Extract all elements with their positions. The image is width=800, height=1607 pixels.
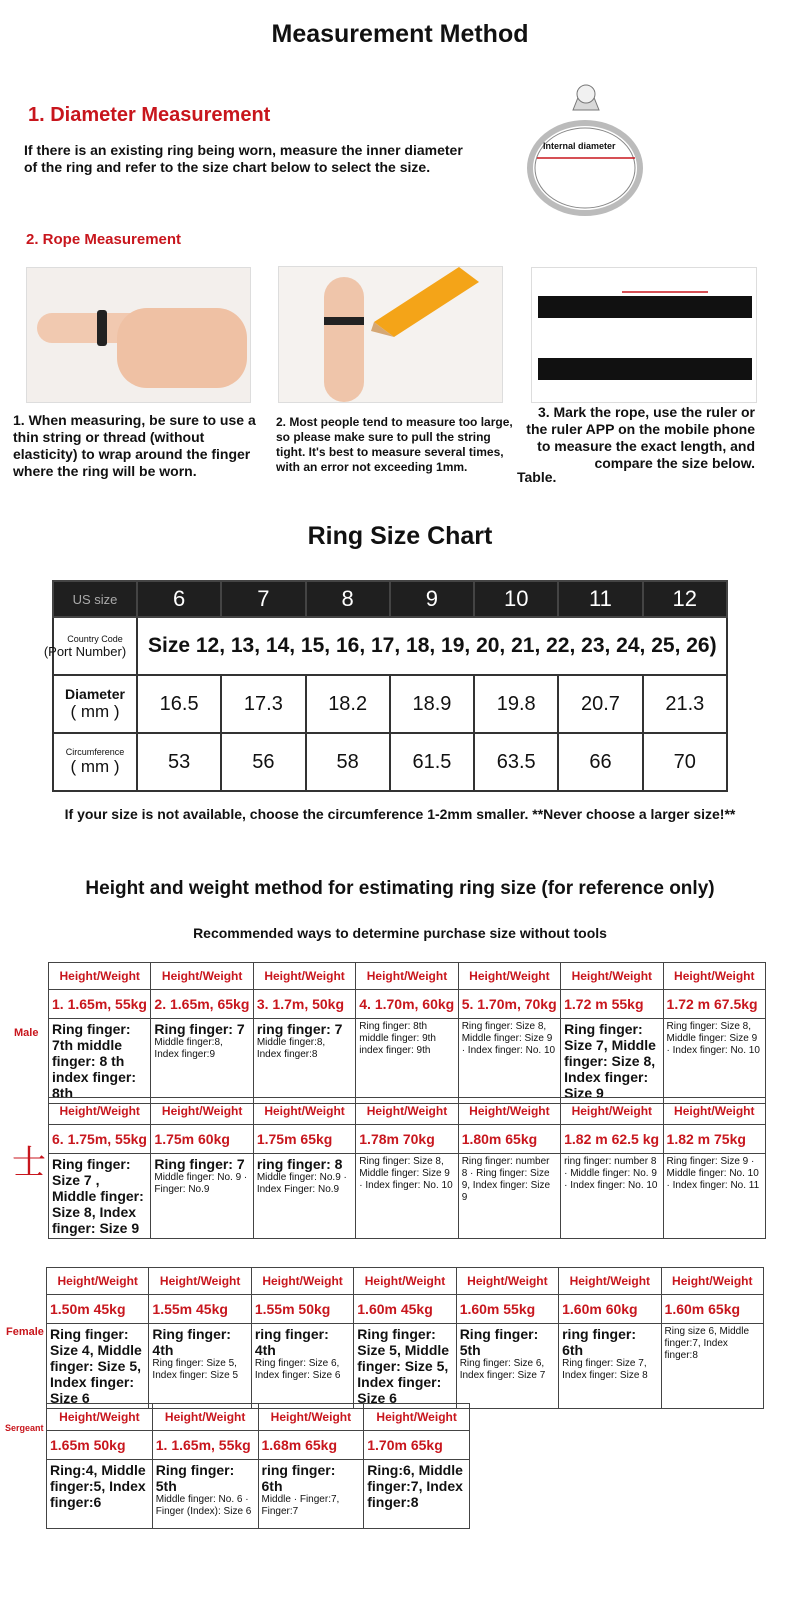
finger-sizes xyxy=(364,1460,470,1529)
us-size: 8 xyxy=(306,581,390,617)
finger-sizes xyxy=(49,1154,151,1239)
pencil-mark-photo xyxy=(278,266,503,403)
height-weight-header: Height/Weight xyxy=(456,1268,558,1295)
height-weight-value: 1.65m 50kg xyxy=(47,1431,153,1460)
us-size: 6 xyxy=(137,581,221,617)
rope-step-3: 3. Mark the rope, use the ruler or the ruler APP on the mobile phone to measure the exact length, and compare the size below. xyxy=(526,404,755,471)
finger-size-main: Ring finger: Size 5, Middle finger: Size 5, Index finger: Size 6 xyxy=(357,1326,450,1406)
height-weight-value: 1.70m 65kg xyxy=(364,1431,470,1460)
finger-size-note: Middle finger:8, Index finger:8 xyxy=(256,1037,326,1060)
height-weight-header: Height/Weight xyxy=(663,963,765,990)
header-row xyxy=(49,1098,766,1125)
finger-sizes xyxy=(152,1460,258,1529)
sergeant-label: Sergeant xyxy=(5,1423,44,1433)
detail-row xyxy=(49,1154,766,1239)
finger-sizes xyxy=(47,1460,153,1529)
finger-sizes xyxy=(253,1019,355,1104)
circumference-unit: ( mm ) xyxy=(70,757,120,776)
detail-row xyxy=(49,1019,766,1104)
circumference-value: 63.5 xyxy=(474,733,558,791)
diameter-value: 20.7 xyxy=(558,675,642,733)
height-weight-value: 1.55m 50kg xyxy=(251,1295,353,1324)
height-weight-value: 3. 1.7m, 50kg xyxy=(253,990,355,1019)
circumference-value: 66 xyxy=(558,733,642,791)
height-weight-value: 1. 1.65m, 55kg xyxy=(49,990,151,1019)
height-weight-header: Height/Weight xyxy=(47,1268,149,1295)
estimate-subtitle: Recommended ways to determine purchase size without tools xyxy=(193,925,607,941)
height-weight-value: 1.60m 60kg xyxy=(559,1295,661,1324)
value-row xyxy=(47,1431,470,1460)
size-chart-title: Ring Size Chart xyxy=(307,522,493,550)
rope-step-2: 2. Most people tend to measure too large, so please make sure to pull the string tight. It's best to measure several times, with an error not exceeding 1mm. xyxy=(276,415,513,474)
rope-title: 2. Rope Measurement xyxy=(26,231,182,248)
diameter-value: 18.9 xyxy=(390,675,474,733)
height-weight-header: Height/Weight xyxy=(49,963,151,990)
height-weight-header: Height/Weight xyxy=(49,1098,151,1125)
height-weight-header: Height/Weight xyxy=(364,1404,470,1431)
finger-string-photo xyxy=(26,267,251,403)
height-weight-value: 6. 1.75m, 55kg xyxy=(49,1125,151,1154)
height-weight-value: 4. 1.70m, 60kg xyxy=(356,990,458,1019)
female-label: Female xyxy=(6,1326,44,1338)
finger-size-note: Middle finger: No. 6 · Finger (Index): Size 6 xyxy=(155,1494,252,1517)
finger-size-note: Ring finger: Size 8, Middle finger: Size 9 · Index finger: No. 10 xyxy=(666,1021,760,1056)
finger-sizes xyxy=(561,1154,663,1239)
ruler-photo xyxy=(531,267,757,403)
circumference-value: 58 xyxy=(306,733,390,791)
port-number-label: (Port Number) xyxy=(43,643,127,659)
diameter-value: 18.2 xyxy=(306,675,390,733)
diameter-text: If there is an existing ring being worn, measure the inner diameter of the ring and refer to the size chart below to select the size. xyxy=(24,142,463,175)
finger-size-main: Ring:6, Middle finger:7, Index finger:8 xyxy=(367,1462,463,1510)
finger-size-note: Ring finger: Size 5, Index finger: Size 5 xyxy=(152,1358,239,1381)
finger-size-main: ring finger: 6th xyxy=(562,1326,636,1358)
finger-size-note: Ring finger: Size 6, Index finger: Size 6 xyxy=(254,1358,341,1381)
finger-sizes xyxy=(356,1019,458,1104)
finger-size-main: Ring finger: Size 7 , Middle finger: Size 8, Index finger: Size 9 xyxy=(52,1156,144,1236)
height-weight-value: 1.82 m 75kg xyxy=(663,1125,765,1154)
circumference-value: 53 xyxy=(137,733,221,791)
finger-sizes xyxy=(456,1324,558,1409)
height-weight-value: 1.75m 60kg xyxy=(151,1125,253,1154)
value-row xyxy=(47,1295,764,1324)
height-weight-value: 5. 1.70m, 70kg xyxy=(458,990,560,1019)
height-weight-header: Height/Weight xyxy=(253,963,355,990)
country-code-label: Country Code xyxy=(67,633,123,644)
height-weight-value: 1.55m 45kg xyxy=(149,1295,251,1324)
height-weight-header: Height/Weight xyxy=(458,1098,560,1125)
finger-sizes xyxy=(149,1324,251,1409)
finger-size-note: Ring finger: Size 8, Middle finger: Size 9 · Index finger: No. 10 xyxy=(359,1156,453,1191)
finger-size-note: ring finger: number 8 · Middle finger: No. 9 · Index finger: No. 10 xyxy=(564,1156,658,1191)
height-weight-header: Height/Weight xyxy=(661,1268,763,1295)
height-weight-value: 1.60m 55kg xyxy=(456,1295,558,1324)
finger-sizes xyxy=(253,1154,355,1239)
circumference-value: 70 xyxy=(643,733,727,791)
diameter-label: Diameter xyxy=(65,686,125,702)
height-weight-value: 1.50m 45kg xyxy=(47,1295,149,1324)
header-row xyxy=(47,1268,764,1295)
finger-size-note: Middle finger: No.9 · Index Finger: No.9 xyxy=(256,1172,347,1195)
height-weight-header: Height/Weight xyxy=(151,963,253,990)
height-weight-value: 1.78m 70kg xyxy=(356,1125,458,1154)
height-weight-value: 1.68m 65kg xyxy=(258,1431,364,1460)
finger-size-main: Ring finger: 7 xyxy=(154,1156,245,1172)
finger-sizes xyxy=(663,1154,765,1239)
diameter-title: 1. Diameter Measurement xyxy=(28,104,271,126)
us-size: 11 xyxy=(558,581,642,617)
finger-size-note: Ring finger: Size 7, Index finger: Size 8 xyxy=(562,1358,648,1381)
us-size-label: US size xyxy=(53,581,137,617)
finger-size-main: Ring finger: 5th xyxy=(459,1326,539,1358)
finger-size-main: ring finger: 6th xyxy=(261,1462,336,1494)
finger-sizes xyxy=(258,1460,364,1529)
internal-diameter-label: Internal diameter xyxy=(543,141,616,151)
female-table xyxy=(46,1267,764,1409)
finger-size-main: Ring finger: 7th middle finger: 8 th index finger: 8th xyxy=(52,1021,137,1101)
finger-sizes xyxy=(356,1154,458,1239)
height-weight-header: Height/Weight xyxy=(258,1404,364,1431)
height-weight-value: 1. 1.65m, 55kg xyxy=(152,1431,258,1460)
height-weight-header: Height/Weight xyxy=(354,1268,456,1295)
us-size: 10 xyxy=(474,581,558,617)
estimate-title: Height and weight method for estimating ring size (for reference only) xyxy=(85,878,715,899)
size-note: If your size is not available, choose the circumference 1-2mm smaller. **Never choose a larger size!** xyxy=(64,806,736,822)
male-label-glyph: 士 xyxy=(12,1144,46,1182)
height-weight-header: Height/Weight xyxy=(561,963,663,990)
finger-sizes xyxy=(458,1019,560,1104)
height-weight-value: 1.72 m 55kg xyxy=(561,990,663,1019)
sergeant-table xyxy=(46,1403,470,1529)
page-title: Measurement Method xyxy=(271,20,529,48)
us-size: 9 xyxy=(390,581,474,617)
diameter-value: 17.3 xyxy=(221,675,305,733)
finger-sizes xyxy=(251,1324,353,1409)
finger-sizes xyxy=(49,1019,151,1104)
value-row xyxy=(49,990,766,1019)
height-weight-value: 1.82 m 62.5 kg xyxy=(561,1125,663,1154)
diameter-unit: ( mm ) xyxy=(70,702,120,721)
finger-size-main: Ring finger: Size 7, Middle finger: Size 8, Index finger: Size 9 xyxy=(564,1021,656,1101)
us-size: 7 xyxy=(221,581,305,617)
finger-sizes xyxy=(458,1154,560,1239)
finger-size-note: Middle finger:8, Index finger:9 xyxy=(154,1037,223,1060)
height-weight-header: Height/Weight xyxy=(356,963,458,990)
header-row xyxy=(47,1404,470,1431)
finger-size-note: Middle · Finger:7, Finger:7 xyxy=(261,1494,340,1517)
height-weight-value: 1.60m 65kg xyxy=(661,1295,763,1324)
finger-size-main: Ring finger: 7 xyxy=(154,1021,245,1037)
height-weight-value: 2. 1.65m, 65kg xyxy=(151,990,253,1019)
height-weight-header: Height/Weight xyxy=(559,1268,661,1295)
finger-size-main: Ring:4, Middle finger:5, Index finger:6 xyxy=(50,1462,146,1510)
finger-size-note: Ring finger: number 8 · Ring finger: Size 9, Index finger: Size 9 xyxy=(461,1156,551,1203)
value-row xyxy=(49,1125,766,1154)
male-label: Male xyxy=(14,1027,39,1039)
finger-sizes xyxy=(151,1019,253,1104)
finger-size-main: Ring finger: Size 4, Middle finger: Size 5, Index finger: Size 6 xyxy=(50,1326,142,1406)
height-weight-header: Height/Weight xyxy=(356,1098,458,1125)
height-weight-header: Height/Weight xyxy=(151,1098,253,1125)
height-weight-header: Height/Weight xyxy=(663,1098,765,1125)
rope-step-1: 1. When measuring, be sure to use a thin string or thread (without elasticity) to wrap around the finger where the ring will be worn. xyxy=(13,412,256,479)
rope-step-3-tail: Table. xyxy=(517,469,557,485)
height-weight-header: Height/Weight xyxy=(47,1404,153,1431)
finger-size-main: Ring finger: 5th xyxy=(155,1462,235,1494)
height-weight-header: Height/Weight xyxy=(458,963,560,990)
height-weight-header: Height/Weight xyxy=(561,1098,663,1125)
header-row xyxy=(49,963,766,990)
finger-size-note: Middle finger: No. 9 · Finger: No.9 xyxy=(154,1172,248,1195)
country-code-value: Size 12, 13, 14, 15, 16, 17, 18, 19, 20, 21, 22, 23, 24, 25, 26) xyxy=(137,617,727,675)
finger-sizes xyxy=(561,1019,663,1104)
height-weight-header: Height/Weight xyxy=(251,1268,353,1295)
finger-sizes xyxy=(151,1154,253,1239)
finger-size-main: ring finger: 4th xyxy=(254,1326,329,1358)
finger-size-note: Ring finger: Size 9 · Middle finger: No. 10 · Index finger: No. 11 xyxy=(666,1156,760,1191)
height-weight-value: 1.75m 65kg xyxy=(253,1125,355,1154)
finger-sizes xyxy=(47,1324,149,1409)
height-weight-value: 1.80m 65kg xyxy=(458,1125,560,1154)
us-size: 12 xyxy=(643,581,727,617)
diameter-value: 21.3 xyxy=(643,675,727,733)
height-weight-value: 1.60m 45kg xyxy=(354,1295,456,1324)
height-weight-header: Height/Weight xyxy=(253,1098,355,1125)
size-chart-table xyxy=(43,580,728,792)
diameter-value: 19.8 xyxy=(474,675,558,733)
finger-size-main: ring finger: 7 xyxy=(256,1021,343,1037)
finger-size-main: ring finger: 8 xyxy=(256,1156,343,1172)
finger-sizes xyxy=(663,1019,765,1104)
height-weight-value: 1.72 m 67.5kg xyxy=(663,990,765,1019)
finger-size-note: Ring finger: Size 8, Middle finger: Size 9 · Index finger: No. 10 xyxy=(461,1021,556,1056)
circumference-value: 61.5 xyxy=(390,733,474,791)
circumference-label: Circumference xyxy=(65,747,125,757)
finger-size-note: Ring size 6, Middle finger:7, Index finger:8 xyxy=(664,1326,750,1361)
detail-row xyxy=(47,1460,470,1529)
finger-sizes xyxy=(559,1324,661,1409)
finger-size-note: Ring finger: Size 6, Index finger: Size 7 xyxy=(459,1358,546,1381)
diameter-value: 16.5 xyxy=(137,675,221,733)
height-weight-header: Height/Weight xyxy=(152,1404,258,1431)
detail-row xyxy=(47,1324,764,1409)
finger-sizes xyxy=(661,1324,763,1409)
height-weight-header: Height/Weight xyxy=(149,1268,251,1295)
finger-sizes xyxy=(354,1324,456,1409)
male-table-1 xyxy=(48,962,766,1104)
finger-size-main: Ring finger: 4th xyxy=(152,1326,231,1358)
circumference-value: 56 xyxy=(221,733,305,791)
finger-size-note: Ring finger: 8th middle finger: 9th index finger: 9th xyxy=(359,1021,436,1056)
male-table-2 xyxy=(48,1097,766,1239)
